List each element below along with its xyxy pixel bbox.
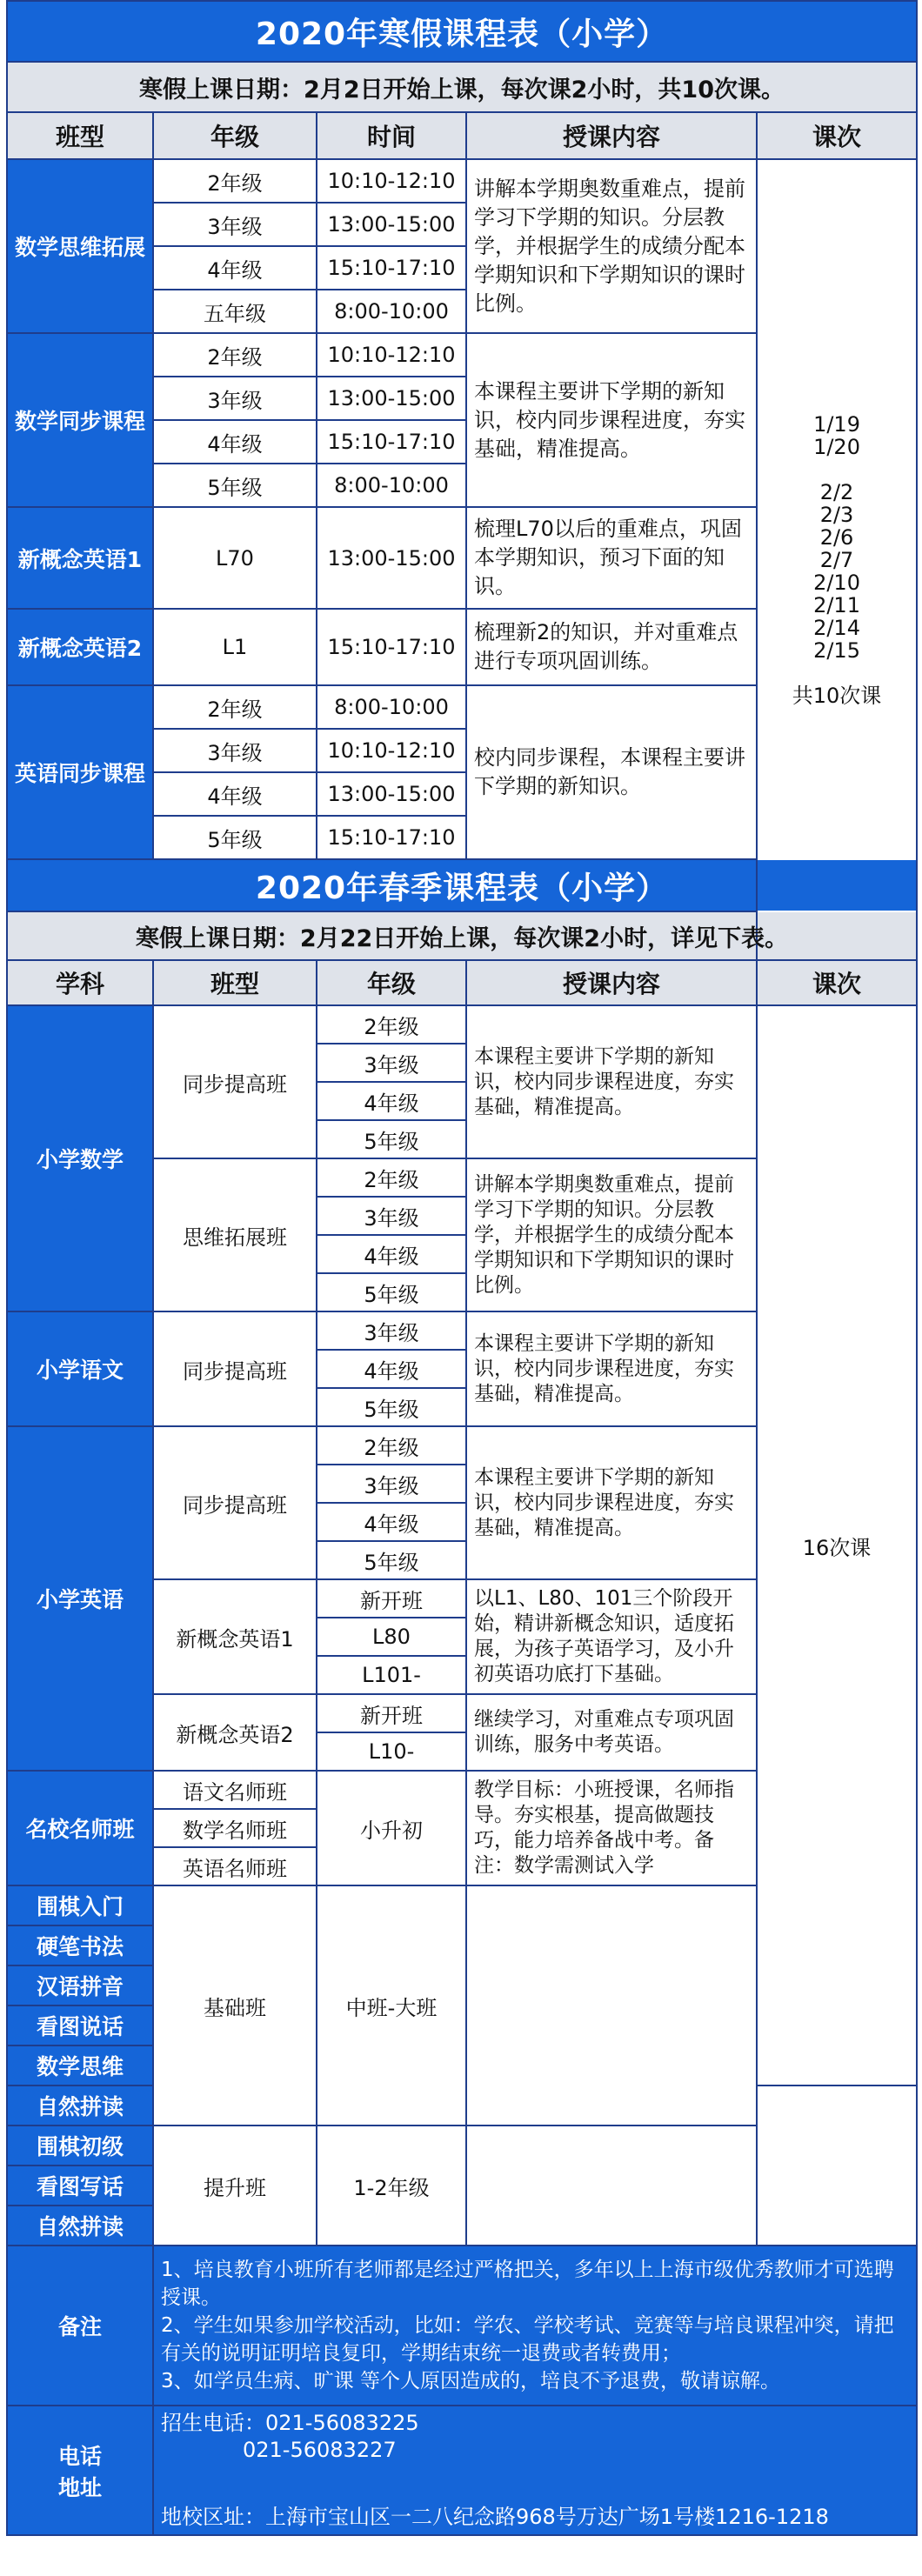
spring-grade: 5年级 xyxy=(317,1120,466,1158)
interest-subject: 自然拼读 xyxy=(7,2206,153,2246)
spring-class: 思维拓展班 xyxy=(153,1158,317,1311)
interest-content-empty xyxy=(466,2126,757,2246)
phone-2: 021-56083227 xyxy=(243,2438,397,2462)
winter-grade: 2年级 xyxy=(153,685,317,729)
winter-time: 13:00-15:00 xyxy=(317,377,466,420)
winter-grade: 4年级 xyxy=(153,420,317,464)
session-date: 2/11 xyxy=(813,592,860,617)
winter-grade: 3年级 xyxy=(153,729,317,772)
winter-session-dates xyxy=(757,159,917,960)
spacer xyxy=(758,662,916,684)
winter-class-english-sync: 英语同步课程 xyxy=(7,685,153,859)
spring-content: 继续学习，对重难点专项巩固训练，服务中考英语。 xyxy=(466,1694,757,1771)
interest-subject: 看图写话 xyxy=(7,2166,153,2206)
session-total: 共10次课 xyxy=(792,683,882,708)
spring-content: 本课程主要讲下学期的新知识，校内同步课程进度，夯实基础，精准提高。 xyxy=(466,1311,757,1426)
winter-time: 10:10-12:10 xyxy=(317,159,466,203)
spring-grade: 新开班 xyxy=(317,1579,466,1618)
interest-class-basic: 基础班 xyxy=(153,1885,317,2126)
spring-content: 讲解本学期奥数重难点，提前学习下学期的知识。分层教学，并根据学生的成绩分配本学期知识和下学期知识的课时比例。 xyxy=(466,1158,757,1311)
interest-grade-adv: 1-2年级 xyxy=(317,2126,466,2246)
notes-text xyxy=(153,2246,917,2406)
winter-time: 15:10-17:10 xyxy=(317,246,466,290)
spring-subject-math: 小学数学 xyxy=(7,1005,153,1311)
winter-grade: 3年级 xyxy=(153,203,317,246)
spring-content: 以L1、L80、101三个阶段开始，精讲新概念知识，适度拓展，为孩子英语学习，及小升初英语功底打下基础。 xyxy=(466,1579,757,1694)
spring-sessions-16: 16次课 xyxy=(757,1005,917,2085)
session-date: 2/10 xyxy=(813,570,860,595)
phone-prefix: 招生电话： xyxy=(161,2411,265,2435)
session-date: 1/20 xyxy=(813,434,860,459)
interest-subject: 自然拼读 xyxy=(7,2085,153,2126)
winter-content: 梳理L70以后的重难点，巩固本学期知识，预习下面的知识。 xyxy=(466,507,757,609)
spring-class: 新概念英语1 xyxy=(153,1579,317,1694)
winter-grade: 2年级 xyxy=(153,159,317,203)
winter-time: 8:00-10:00 xyxy=(317,685,466,729)
winter-time: 8:00-10:00 xyxy=(317,290,466,333)
spring-grade: 4年级 xyxy=(317,1350,466,1388)
contact-label xyxy=(7,2406,153,2535)
winter-grade: 5年级 xyxy=(153,816,317,859)
spring-grade: 新开班 xyxy=(317,1694,466,1732)
spring-grade: L10- xyxy=(317,1732,466,1771)
spring-grade: 3年级 xyxy=(317,1311,466,1350)
winter-subtitle: 寒假上课日期：2月2日开始上课，每次课2小时，共10次课。 xyxy=(7,62,917,112)
interest-subject: 数学思维 xyxy=(7,2045,153,2085)
interest-grade-basic: 中班-大班 xyxy=(317,1885,466,2126)
spring-class: 同步提高班 xyxy=(153,1426,317,1579)
spring-subtitle: 寒假上课日期：2月22日开始上课，每次课2小时，详见下表。 xyxy=(7,911,917,960)
winter-time: 15:10-17:10 xyxy=(317,609,466,685)
winter-class-math-thinking: 数学思维拓展 xyxy=(7,159,153,333)
winter-grade: 五年级 xyxy=(153,290,317,333)
winter-time: 13:00-15:00 xyxy=(317,772,466,816)
interest-content-empty xyxy=(466,1885,757,2126)
spring-grade: 3年级 xyxy=(317,1465,466,1503)
interest-subject: 硬笔书法 xyxy=(7,1925,153,1965)
spacer xyxy=(758,458,916,481)
session-date: 2/7 xyxy=(819,547,854,572)
winter-content: 本课程主要讲下学期的新知识，校内同步课程进度，夯实基础，精准提高。 xyxy=(466,333,757,507)
col-header-grade: 年级 xyxy=(317,960,466,1005)
winter-class-math-sync: 数学同步课程 xyxy=(7,333,153,507)
winter-grade: 4年级 xyxy=(153,246,317,290)
spring-grade: 5年级 xyxy=(317,1388,466,1426)
schedule-table xyxy=(6,0,918,2536)
winter-grade: L1 xyxy=(153,609,317,685)
col-header-sessions: 课次 xyxy=(757,960,917,1005)
winter-content: 梳理新2的知识，并对重难点进行专项巩固训练。 xyxy=(466,609,757,685)
note-line: 1、培良教育小班所有老师都是经过严格把关，多年以上上海市级优秀教师才可选聘授课。 xyxy=(161,2259,894,2309)
winter-time: 13:00-15:00 xyxy=(317,507,466,609)
spring-class: 同步提高班 xyxy=(153,1005,317,1158)
winter-time: 10:10-12:10 xyxy=(317,333,466,377)
spring-grade: 小升初 xyxy=(317,1771,466,1885)
spring-class: 语文名师班 xyxy=(153,1771,317,1809)
contact-label-address: 地址 xyxy=(57,2474,102,2500)
spring-grade: 2年级 xyxy=(317,1158,466,1197)
winter-grade: 4年级 xyxy=(153,772,317,816)
col-header-sessions: 课次 xyxy=(757,112,917,159)
notes-label: 备注 xyxy=(7,2246,153,2406)
interest-subject: 汉语拼音 xyxy=(7,1965,153,2005)
phone-1: 021-56083225 xyxy=(265,2411,419,2435)
spring-grade: L101- xyxy=(317,1656,466,1694)
winter-grade: 2年级 xyxy=(153,333,317,377)
spring-grade: 2年级 xyxy=(317,1426,466,1465)
session-date: 2/6 xyxy=(819,524,854,550)
spring-grade: 4年级 xyxy=(317,1082,466,1120)
col-header-class-type: 班型 xyxy=(153,960,317,1005)
contact-label-phone: 电话 xyxy=(57,2443,102,2469)
interest-subject: 看图说话 xyxy=(7,2005,153,2045)
spring-content: 本课程主要讲下学期的新知识，校内同步课程进度，夯实基础，精准提高。 xyxy=(466,1426,757,1579)
interest-class-adv: 提升班 xyxy=(153,2126,317,2246)
address: 地校区址：上海市宝山区一二八纪念路968号万达广场1号楼1216-1218 xyxy=(161,2505,829,2529)
note-line: 3、如学员生病、旷课 等个人原因造成的，培良不予退费，敬请谅解。 xyxy=(161,2370,780,2392)
winter-time: 15:10-17:10 xyxy=(317,816,466,859)
col-header-content: 授课内容 xyxy=(466,112,757,159)
spring-class: 新概念英语2 xyxy=(153,1694,317,1771)
spring-class: 英语名师班 xyxy=(153,1847,317,1885)
winter-grade: L70 xyxy=(153,507,317,609)
session-date: 2/14 xyxy=(813,615,860,640)
col-header-time: 时间 xyxy=(317,112,466,159)
winter-class-nce1: 新概念英语1 xyxy=(7,507,153,609)
winter-content: 讲解本学期奥数重难点，提前学习下学期的知识。分层教学，并根据学生的成绩分配本学期知识和下学期知识的课时比例。 xyxy=(466,159,757,333)
spring-grade: 5年级 xyxy=(317,1273,466,1311)
spring-subject-famous: 名校名师班 xyxy=(7,1771,153,1885)
spring-content: 本课程主要讲下学期的新知识，校内同步课程进度，夯实基础，精准提高。 xyxy=(466,1005,757,1158)
spring-subject-english: 小学英语 xyxy=(7,1426,153,1771)
spring-grade: 3年级 xyxy=(317,1197,466,1235)
winter-time: 10:10-12:10 xyxy=(317,729,466,772)
winter-time: 13:00-15:00 xyxy=(317,203,466,246)
session-date: 2/15 xyxy=(813,637,860,663)
winter-grade: 5年级 xyxy=(153,464,317,507)
spring-grade: 4年级 xyxy=(317,1235,466,1273)
winter-class-nce2: 新概念英语2 xyxy=(7,609,153,685)
interest-subject: 围棋初级 xyxy=(7,2126,153,2166)
note-line: 2、学生如果参加学校活动，比如：学农、学校考试、竞赛等与培良课程冲突，请把有关的说明证明培良复印，学期结束统一退费或者转费用； xyxy=(161,2314,894,2365)
spring-subject-chinese: 小学语文 xyxy=(7,1311,153,1426)
contact-info xyxy=(153,2406,917,2535)
spring-grade: L80 xyxy=(317,1618,466,1656)
winter-time: 8:00-10:00 xyxy=(317,464,466,507)
spring-grade: 4年级 xyxy=(317,1503,466,1541)
session-date: 2/3 xyxy=(819,502,854,527)
col-header-subject: 学科 xyxy=(7,960,153,1005)
winter-time: 15:10-17:10 xyxy=(317,420,466,464)
session-date: 1/19 xyxy=(813,411,860,437)
spring-class: 数学名师班 xyxy=(153,1809,317,1847)
spring-grade: 3年级 xyxy=(317,1044,466,1082)
interest-subject: 围棋入门 xyxy=(7,1885,153,1925)
spring-grade: 5年级 xyxy=(317,1541,466,1579)
spring-grade: 2年级 xyxy=(317,1005,466,1044)
col-header-class-type: 班型 xyxy=(7,112,153,159)
winter-title: 2020年寒假课程表（小学） xyxy=(7,1,917,62)
spring-class: 同步提高班 xyxy=(153,1311,317,1426)
winter-grade: 3年级 xyxy=(153,377,317,420)
col-header-content: 授课内容 xyxy=(466,960,757,1005)
col-header-grade: 年级 xyxy=(153,112,317,159)
winter-content: 校内同步课程，本课程主要讲下学期的新知识。 xyxy=(466,685,757,859)
spring-content: 教学目标：小班授课，名师指导。夯实根基，提高做题技巧，能力培养备战中考。备注：数学需测试入学 xyxy=(466,1771,757,1885)
spring-title: 2020年春季课程表（小学） xyxy=(7,859,917,911)
session-date: 2/2 xyxy=(819,479,854,504)
